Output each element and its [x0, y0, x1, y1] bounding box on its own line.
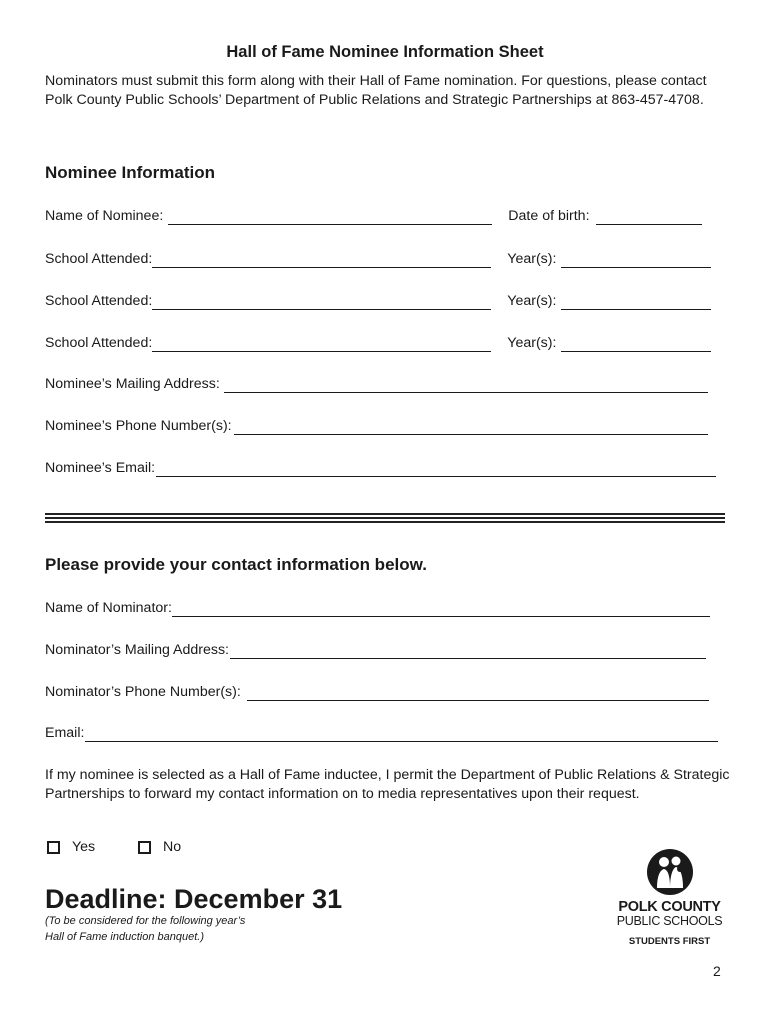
section-divider: [45, 513, 725, 525]
permission-text: If my nominee is selected as a Hall of Fame inductee, I permit the Department of Public Relations & Strategic Partnerships to forward my contact information on to media representatives upon their request.: [45, 767, 730, 802]
school-field[interactable]: [152, 335, 491, 352]
nominator-phone-row: [45, 681, 709, 701]
years-label: Year(s):: [507, 335, 557, 351]
yes-option[interactable]: [47, 838, 95, 856]
nominator-address-label: Nominator’s Mailing Address:: [45, 642, 229, 658]
nominator-email-label: Email:: [45, 725, 85, 741]
dob-label: Date of birth:: [508, 208, 590, 224]
years-field[interactable]: [561, 335, 711, 352]
logo-name: POLK COUNTY: [618, 899, 721, 915]
nominee-phone-field[interactable]: [234, 418, 708, 435]
nominee-name-label: Name of Nominee:: [45, 208, 164, 224]
school-label: School Attended:: [45, 251, 153, 267]
years-label: Year(s):: [507, 251, 557, 267]
nominator-name-row: [45, 597, 710, 617]
deadline-note-line: (To be considered for the following year’s: [45, 915, 246, 927]
page-number: 2: [713, 963, 721, 979]
dob-field[interactable]: [596, 208, 702, 225]
nominee-name-row: [45, 205, 702, 225]
school-row: [45, 248, 711, 268]
school-label: School Attended:: [45, 293, 153, 309]
no-label: No: [163, 839, 182, 855]
nominator-address-row: [45, 639, 706, 659]
nominee-email-row: [45, 457, 716, 477]
nominee-email-field[interactable]: [156, 460, 716, 477]
years-field[interactable]: [561, 293, 711, 310]
nominee-address-label: Nominee’s Mailing Address:: [45, 376, 220, 392]
nominee-email-label: Nominee’s Email:: [45, 460, 156, 476]
nominee-address-field[interactable]: [224, 376, 708, 393]
deadline-note: [45, 914, 305, 945]
logo-subtitle: PUBLIC SCHOOLS: [616, 914, 723, 928]
nominator-section-heading: Please provide your contact information below.: [45, 555, 427, 574]
nominee-phone-row: [45, 415, 708, 435]
school-field[interactable]: [152, 293, 491, 310]
intro-text: Nominators must submit this form along with their Hall of Fame nomination. For questions, please contact Polk County Public Schools’ Department of Public Relations and Strategic Partnerships at 863-457-4708.: [45, 73, 707, 108]
years-field[interactable]: [561, 251, 711, 268]
logo-tagline: STUDENTS FIRST: [628, 936, 711, 947]
no-checkbox[interactable]: [138, 841, 151, 854]
no-option[interactable]: [138, 838, 181, 856]
nominee-section-heading: Nominee Information: [45, 163, 216, 182]
school-row: [45, 290, 711, 310]
nominator-phone-label: Nominator’s Phone Number(s):: [45, 684, 241, 700]
years-label: Year(s):: [507, 293, 557, 309]
school-row: [45, 332, 711, 352]
nominator-name-field[interactable]: [172, 600, 710, 617]
nominator-email-row: [45, 722, 718, 742]
district-logo: [612, 848, 727, 947]
school-label: School Attended:: [45, 335, 153, 351]
page-title: Hall of Fame Nominee Information Sheet: [226, 43, 544, 61]
school-field[interactable]: [152, 251, 491, 268]
deadline-note-line: Hall of Fame induction banquet.): [45, 930, 204, 943]
nominee-name-field[interactable]: [168, 208, 492, 225]
logo-figures-icon: [646, 848, 694, 896]
deadline-title: Deadline: December 31: [45, 884, 343, 914]
nominator-address-field[interactable]: [230, 642, 706, 659]
nominee-phone-label: Nominee’s Phone Number(s):: [45, 418, 232, 434]
nominator-phone-field[interactable]: [247, 684, 709, 701]
nominator-email-field[interactable]: [85, 725, 718, 742]
yes-label: Yes: [72, 839, 96, 855]
nominator-name-label: Name of Nominator:: [45, 600, 172, 616]
nominee-address-row: [45, 373, 708, 393]
yes-checkbox[interactable]: [47, 841, 60, 854]
